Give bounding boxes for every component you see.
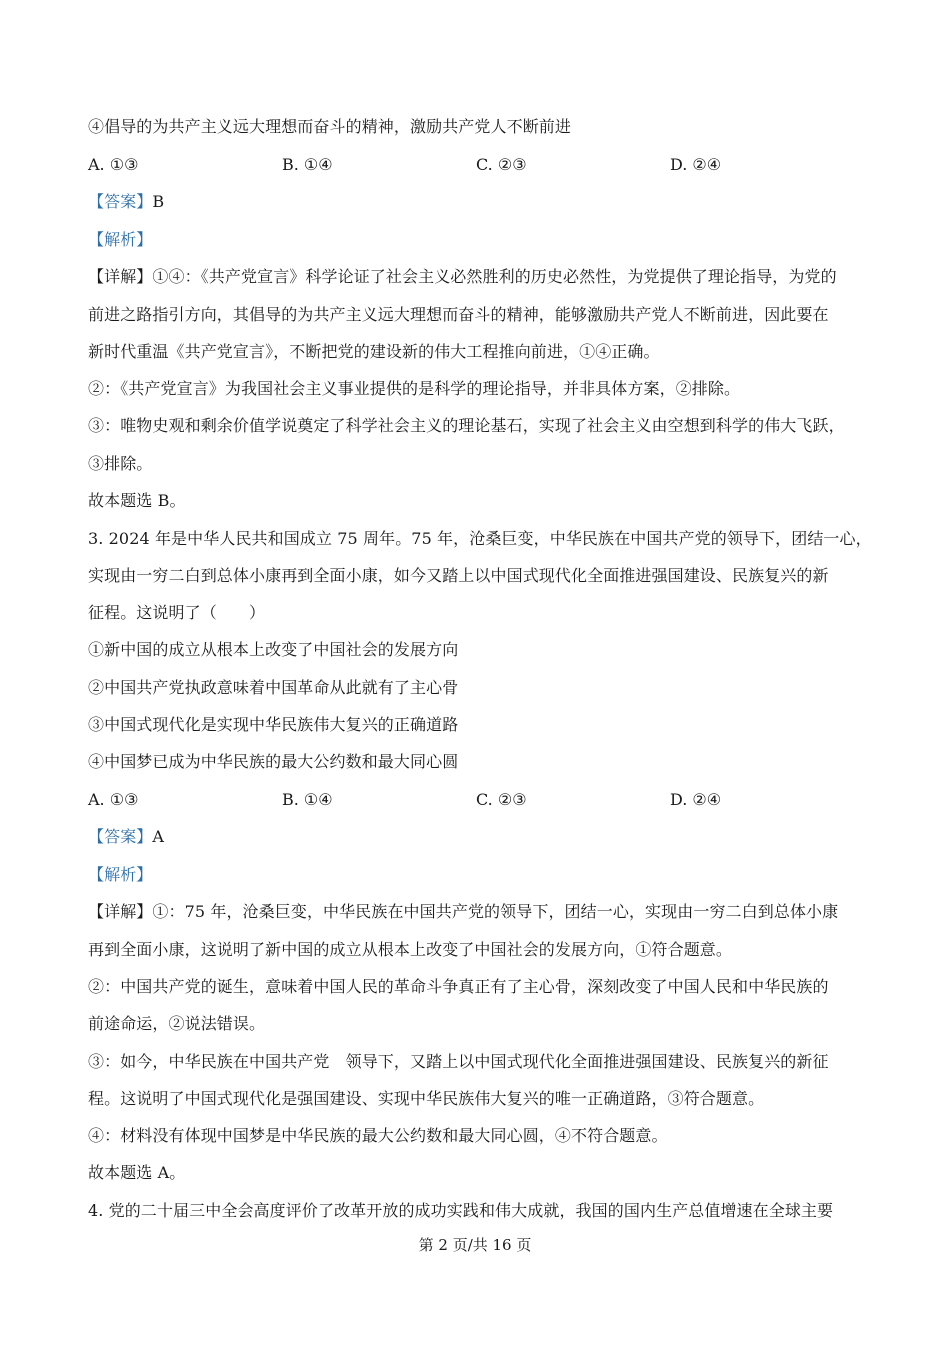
answer-value: A (152, 827, 165, 846)
answer-tag: 【答案】 (88, 192, 153, 211)
q3-option-d: D. ②④ (670, 790, 722, 809)
q2-detail-line: ③：唯物史观和剩余价值学说奠定了科学社会主义的理论基石，实现了社会主义由空想到科学的伟大飞跃， (88, 416, 845, 435)
q2-option-b: B. ①④ (282, 155, 333, 174)
q2-detail-line: ②：《共产党宣言》为我国社会主义事业提供的是科学的理论指导，并非具体方案，②排除。 (88, 379, 741, 398)
q3-stem-line: 征程。这说明了（ ） (88, 603, 266, 622)
q3-item-4: ④中国梦已成为中华民族的最大公约数和最大同心圆 (88, 752, 459, 771)
q3-detail-line: 程。这说明了中国式现代化是强国建设、实现中华民族伟大复兴的唯一正确道路，③符合题意。 (88, 1089, 765, 1108)
detail-tag: 【详解】 (88, 267, 153, 286)
q2-answer (88, 191, 863, 213)
q3-detail-line: 前途命运，②说法错误。 (88, 1014, 266, 1033)
q3-conclusion: 故本题选 A。 (88, 1163, 186, 1182)
q4-stem-line: 4. 党的二十届三中全会高度评价了改革开放的成功实践和伟大成就，我国的国内生产总值增速在全球主要 (88, 1201, 834, 1220)
q3-detail-line: ②：中国共产党的诞生，意味着中国人民的革命斗争真正有了主心骨，深刻改变了中国人民和中华民族的 (88, 977, 829, 996)
answer-tag: 【答案】 (88, 827, 153, 846)
q2-detail-line: 【详解】①④：《共产党宣言》科学论证了社会主义必然胜利的历史必然性，为党提供了理论指导，为党的 (88, 267, 837, 286)
q3-answer (88, 826, 863, 848)
q2-analysis-tag: 【解析】 (88, 230, 153, 249)
q2-option-c: C. ②③ (476, 155, 527, 174)
q3-detail-line: ④：材料没有体现中国梦是中华民族的最大公约数和最大同心圆，④不符合题意。 (88, 1126, 668, 1145)
q3-option-a: A. ①③ (88, 790, 139, 809)
q3-detail-line: 【详解】①：75 年，沧桑巨变，中华民族在中国共产党的领导下，团结一心，实现由一穷二白到总体小康 (88, 902, 839, 921)
q2-option-a: A. ①③ (88, 155, 139, 174)
q3-option-b: B. ①④ (282, 790, 333, 809)
q2-item-4: ④倡导的为共产主义远大理想而奋斗的精神，激励共产党人不断前进 (88, 117, 572, 136)
q3-stem-line: 实现由一穷二白到总体小康再到全面小康，如今又踏上以中国式现代化全面推进强国建设、民族复兴的新 (88, 566, 829, 585)
q3-item-1: ①新中国的成立从根本上改变了中国社会的发展方向 (88, 640, 459, 659)
answer-value: B (152, 192, 165, 211)
q3-item-2: ②中国共产党执政意味着中国革命从此就有了主心骨 (88, 678, 459, 697)
detail-tag: 【详解】 (88, 902, 153, 921)
q2-detail-line: 前进之路指引方向，其倡导的为共产主义远大理想而奋斗的精神，能够激励共产党人不断前进，因此要在 (88, 305, 829, 324)
q3-detail-line: ③：如今，中华民族在中国共产党 领导下，又踏上以中国式现代化全面推进强国建设、民族复兴的新征 (88, 1052, 829, 1071)
q3-item-3: ③中国式现代化是实现中华民族伟大复兴的正确道路 (88, 715, 459, 734)
q3-stem-line: 3. 2024 年是中华人民共和国成立 75 周年。75 年，沧桑巨变，中华民族在中国共产党的领导下，团结一心， (88, 529, 872, 548)
q2-detail-line: 新时代重温《共产党宣言》，不断把党的建设新的伟大工程推向前进，①④正确。 (88, 342, 660, 361)
q2-option-d: D. ②④ (670, 155, 722, 174)
q3-detail-line: 再到全面小康，这说明了新中国的成立从根本上改变了中国社会的发展方向，①符合题意。 (88, 940, 733, 959)
q2-conclusion: 故本题选 B。 (88, 491, 186, 510)
q3-option-c: C. ②③ (476, 790, 527, 809)
q2-detail-line: ③排除。 (88, 454, 153, 473)
q3-analysis-tag: 【解析】 (88, 865, 153, 884)
page-footer: 第 2 页/共 16 页 (418, 1236, 532, 1254)
